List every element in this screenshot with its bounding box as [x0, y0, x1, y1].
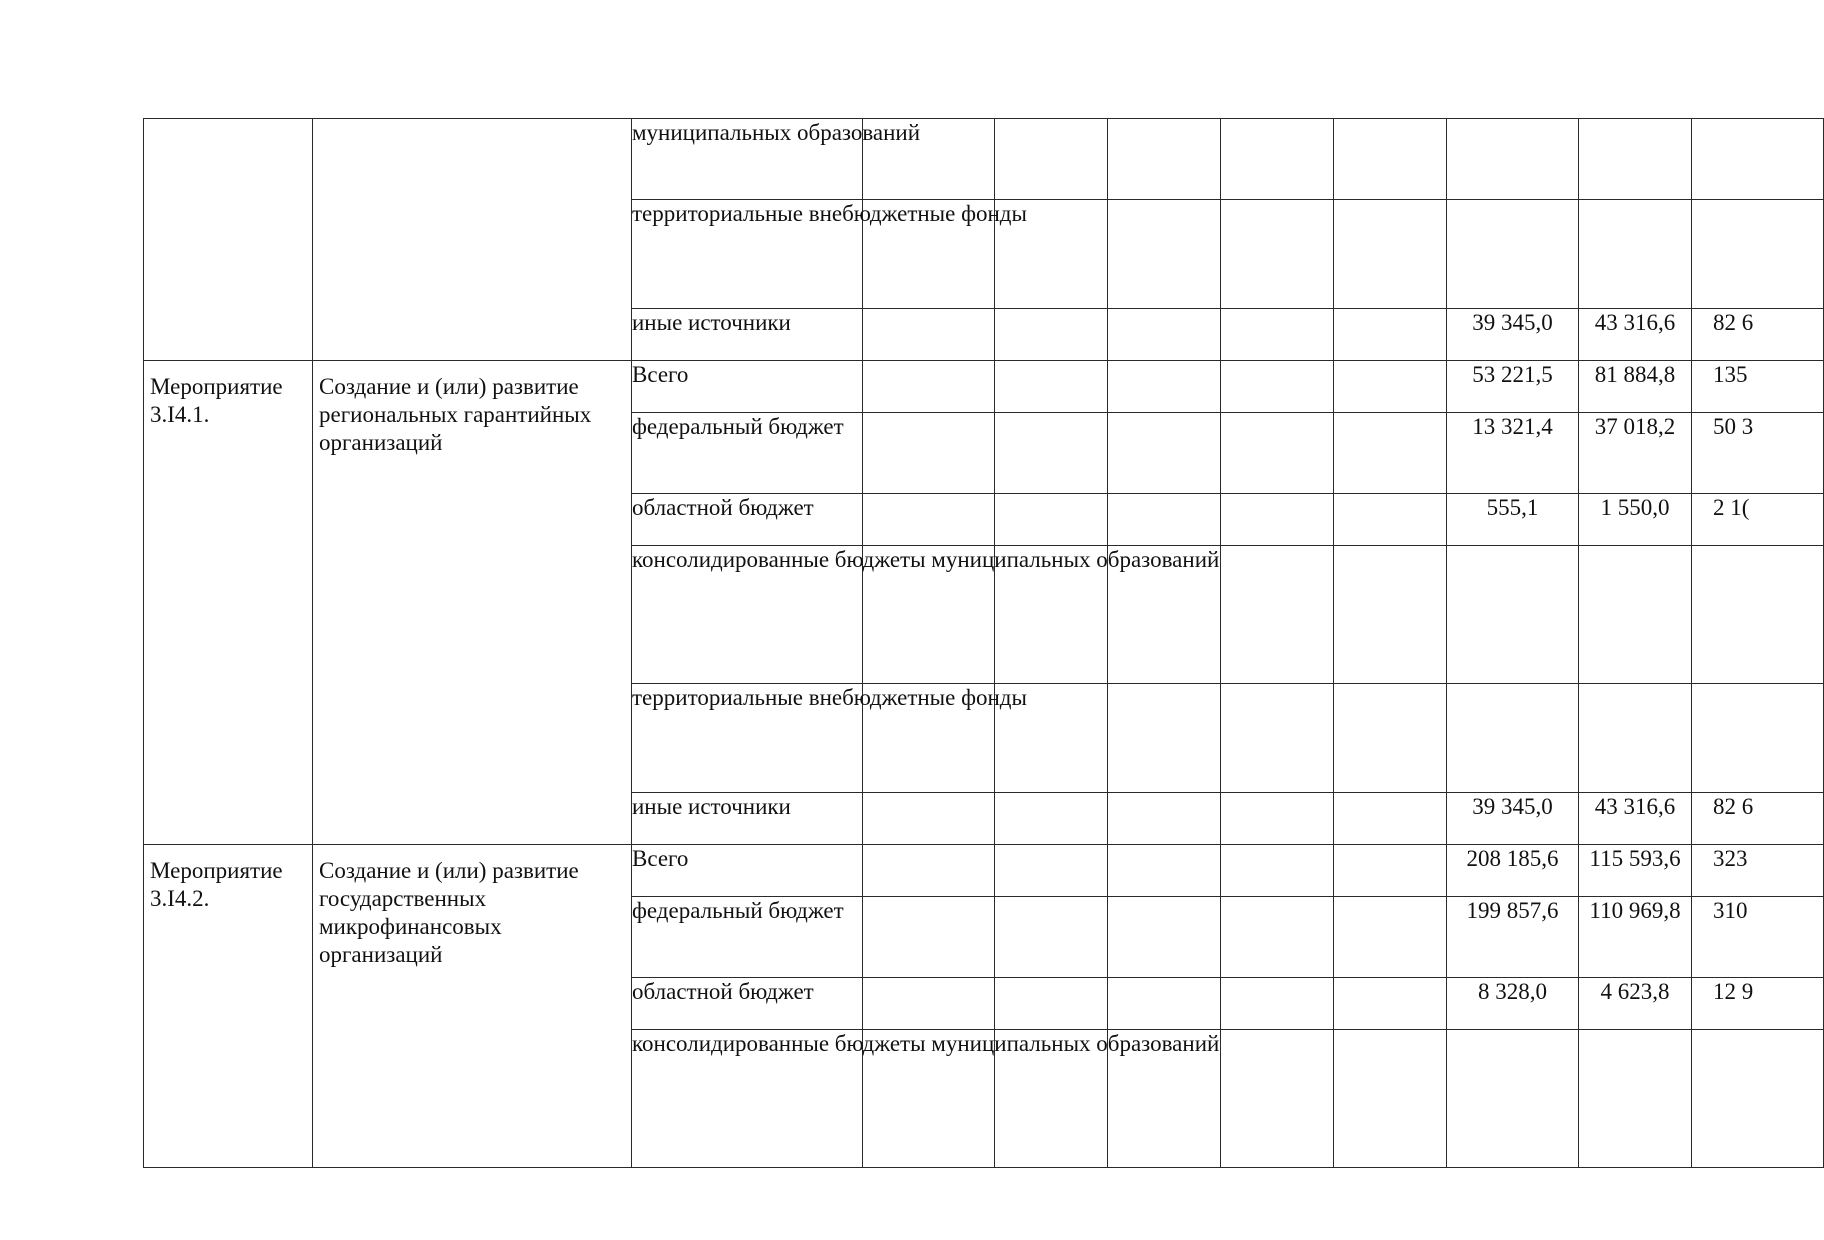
- empty-cell: [995, 845, 1108, 897]
- value-cell: [1579, 546, 1692, 684]
- value-cell: 50 3: [1692, 413, 1824, 494]
- funding-source-label: территориальные внебюджетные фонды: [632, 200, 863, 309]
- empty-cell: [1108, 413, 1221, 494]
- funding-source-label: областной бюджет: [632, 978, 863, 1030]
- empty-cell: [1334, 494, 1447, 546]
- value-cell: 12 9: [1692, 978, 1824, 1030]
- empty-cell: [1334, 793, 1447, 845]
- empty-cell: [1108, 494, 1221, 546]
- empty-cell: [995, 978, 1108, 1030]
- empty-cell: [1334, 361, 1447, 413]
- activity-code-cell: [144, 845, 313, 1168]
- empty-cell: [1221, 361, 1334, 413]
- activity-code-cell: [144, 361, 313, 845]
- empty-cell: [863, 793, 995, 845]
- value-cell: [1447, 684, 1579, 793]
- empty-cell: [1221, 119, 1334, 200]
- empty-cell: [863, 494, 995, 546]
- value-cell: 110 969,8: [1579, 897, 1692, 978]
- funding-source-label: консолидированные бюджеты муниципальных образований: [632, 546, 863, 684]
- value-cell: [1692, 546, 1824, 684]
- value-cell: [1447, 119, 1579, 200]
- empty-cell: [1108, 309, 1221, 361]
- activity-code: Мероприятие 3.I4.1.: [150, 374, 283, 427]
- value-cell: 81 884,8: [1579, 361, 1692, 413]
- empty-cell: [1221, 494, 1334, 546]
- funding-source-label: Всего: [632, 845, 863, 897]
- value-cell: 199 857,6: [1447, 897, 1579, 978]
- empty-cell: [1334, 1030, 1447, 1168]
- budget-table: [143, 118, 1824, 1168]
- empty-cell: [1108, 119, 1221, 200]
- activity-name-cell: [313, 845, 632, 1168]
- funding-source-label: консолидированные бюджеты муниципальных образований: [632, 1030, 863, 1168]
- empty-cell: [863, 309, 995, 361]
- empty-cell: [1334, 684, 1447, 793]
- value-cell: 310: [1692, 897, 1824, 978]
- activity-code-cell: [144, 119, 313, 361]
- funding-source-label: областной бюджет: [632, 494, 863, 546]
- funding-source-label: Всего: [632, 361, 863, 413]
- funding-source-label: федеральный бюджет: [632, 413, 863, 494]
- empty-cell: [1334, 413, 1447, 494]
- empty-cell: [1221, 1030, 1334, 1168]
- funding-source-label: территориальные внебюджетные фонды: [632, 684, 863, 793]
- table-row: [144, 119, 1824, 200]
- value-cell: [1579, 200, 1692, 309]
- empty-cell: [1108, 897, 1221, 978]
- empty-cell: [1334, 200, 1447, 309]
- empty-cell: [863, 361, 995, 413]
- empty-cell: [863, 897, 995, 978]
- empty-cell: [1334, 978, 1447, 1030]
- empty-cell: [1108, 684, 1221, 793]
- value-cell: [1579, 684, 1692, 793]
- empty-cell: [1334, 309, 1447, 361]
- value-cell: 115 593,6: [1579, 845, 1692, 897]
- value-cell: 13 321,4: [1447, 413, 1579, 494]
- empty-cell: [1108, 845, 1221, 897]
- empty-cell: [995, 413, 1108, 494]
- value-cell: [1692, 119, 1824, 200]
- activity-name-cell: [313, 361, 632, 845]
- empty-cell: [1108, 793, 1221, 845]
- value-cell: 43 316,6: [1579, 309, 1692, 361]
- table-row: [144, 361, 1824, 413]
- empty-cell: [863, 413, 995, 494]
- empty-cell: [995, 309, 1108, 361]
- activity-name: Создание и (или) развитие региональных гарантийных организаций: [319, 374, 592, 455]
- activity-name-cell: [313, 119, 632, 361]
- value-cell: [1692, 200, 1824, 309]
- empty-cell: [1221, 845, 1334, 897]
- value-cell: 1 550,0: [1579, 494, 1692, 546]
- empty-cell: [1221, 546, 1334, 684]
- value-cell: 8 328,0: [1447, 978, 1579, 1030]
- empty-cell: [863, 845, 995, 897]
- value-cell: 2 1(: [1692, 494, 1824, 546]
- value-cell: [1692, 1030, 1824, 1168]
- funding-source-label: федеральный бюджет: [632, 897, 863, 978]
- empty-cell: [1221, 200, 1334, 309]
- empty-cell: [995, 793, 1108, 845]
- value-cell: [1447, 200, 1579, 309]
- empty-cell: [1108, 200, 1221, 309]
- empty-cell: [995, 494, 1108, 546]
- empty-cell: [1334, 119, 1447, 200]
- empty-cell: [863, 978, 995, 1030]
- value-cell: 135: [1692, 361, 1824, 413]
- empty-cell: [1108, 978, 1221, 1030]
- activity-code: Мероприятие 3.I4.2.: [150, 858, 283, 911]
- empty-cell: [995, 897, 1108, 978]
- value-cell: 555,1: [1447, 494, 1579, 546]
- value-cell: [1579, 119, 1692, 200]
- empty-cell: [995, 119, 1108, 200]
- value-cell: [1579, 1030, 1692, 1168]
- value-cell: 37 018,2: [1579, 413, 1692, 494]
- empty-cell: [1334, 845, 1447, 897]
- funding-source-label: муниципальных образований: [632, 119, 863, 200]
- value-cell: 323: [1692, 845, 1824, 897]
- value-cell: 82 6: [1692, 793, 1824, 845]
- empty-cell: [1334, 546, 1447, 684]
- funding-source-label: иные источники: [632, 309, 863, 361]
- value-cell: [1692, 684, 1824, 793]
- funding-source-label: иные источники: [632, 793, 863, 845]
- table-row: [144, 845, 1824, 897]
- value-cell: 43 316,6: [1579, 793, 1692, 845]
- value-cell: 4 623,8: [1579, 978, 1692, 1030]
- empty-cell: [1221, 897, 1334, 978]
- value-cell: [1447, 1030, 1579, 1168]
- empty-cell: [1221, 978, 1334, 1030]
- empty-cell: [1334, 897, 1447, 978]
- activity-name: Создание и (или) развитие государственных микрофинансовых организаций: [319, 858, 579, 967]
- value-cell: 39 345,0: [1447, 793, 1579, 845]
- empty-cell: [1221, 793, 1334, 845]
- value-cell: 39 345,0: [1447, 309, 1579, 361]
- value-cell: 53 221,5: [1447, 361, 1579, 413]
- value-cell: 208 185,6: [1447, 845, 1579, 897]
- empty-cell: [995, 361, 1108, 413]
- value-cell: [1447, 546, 1579, 684]
- empty-cell: [1221, 309, 1334, 361]
- empty-cell: [1221, 413, 1334, 494]
- empty-cell: [1108, 361, 1221, 413]
- value-cell: 82 6: [1692, 309, 1824, 361]
- empty-cell: [1221, 684, 1334, 793]
